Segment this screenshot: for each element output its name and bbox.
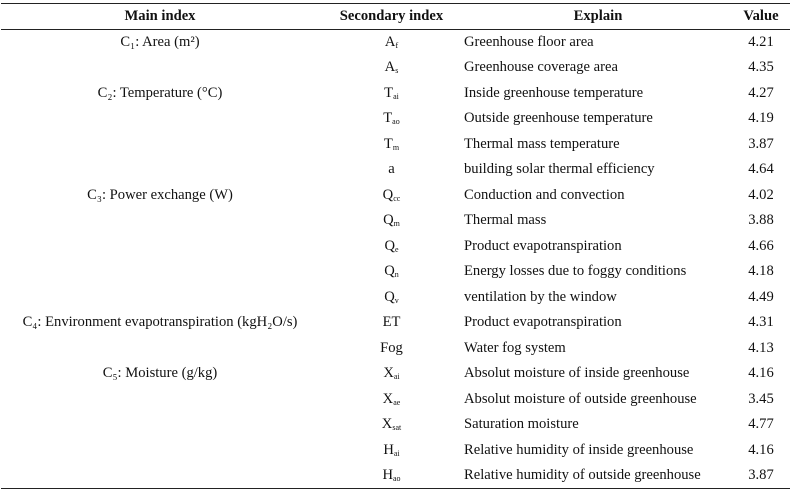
value-cell: 4.02	[748, 186, 774, 203]
value-cell: 4.16	[748, 441, 774, 458]
explain-cell: building solar thermal efficiency	[464, 161, 655, 178]
secondary-index-symbol: Q	[382, 186, 394, 203]
header-secondary-index: Secondary index	[319, 4, 464, 30]
explain-cell: Saturation moisture	[464, 416, 579, 433]
secondary-index-symbol: T	[383, 135, 393, 152]
explain-cell: Inside greenhouse temperature	[464, 84, 644, 101]
table-row	[1, 106, 790, 132]
main-index-cell	[1, 336, 319, 362]
value-cell: 4.13	[748, 339, 774, 356]
value-cell: 4.21	[748, 34, 774, 50]
secondary-index-cell	[319, 55, 464, 81]
explain-cell: Conduction and convection	[464, 186, 625, 203]
secondary-index-subscript: s	[395, 66, 399, 76]
table-body	[1, 30, 790, 489]
table-header	[1, 4, 790, 30]
secondary-index-symbol: Q	[384, 237, 395, 254]
secondary-index-symbol: a	[388, 161, 395, 178]
explain-cell: ventilation by the window	[464, 288, 617, 305]
value-cell: 4.27	[748, 84, 774, 101]
value-cell: 3.88	[748, 212, 774, 229]
secondary-index-cell	[319, 234, 464, 260]
main-index-cell	[1, 157, 319, 183]
secondary-index-subscript: n	[394, 270, 399, 280]
explain-cell: Relative humidity of outside greenhouse	[464, 463, 732, 489]
main-index-cell: C₄: Environment evapotranspiration (kgH₂O/s)	[22, 314, 298, 331]
value-cell: 3.87	[732, 463, 790, 489]
header-main-index: Main index	[1, 4, 319, 30]
secondary-index-symbol: H	[382, 467, 393, 483]
secondary-index-symbol: X	[383, 365, 394, 382]
main-index-cell	[1, 234, 319, 260]
table-row	[1, 259, 790, 285]
secondary-index-subscript: ai	[393, 91, 399, 101]
secondary-index-cell	[319, 157, 464, 183]
explain-cell: Greenhouse coverage area	[464, 59, 618, 76]
table-row	[1, 157, 790, 183]
explain-cell: Thermal mass temperature	[464, 135, 620, 152]
table-row	[1, 81, 790, 107]
table-row	[1, 285, 790, 311]
table-row	[1, 412, 790, 438]
header-value: Value	[732, 4, 790, 30]
secondary-index-symbol: Fog	[380, 339, 403, 356]
secondary-index-subscript: cc	[393, 193, 401, 203]
secondary-index-subscript: ai	[393, 372, 400, 382]
secondary-index-subscript: ai	[393, 448, 400, 458]
table-row	[1, 208, 790, 234]
table-row	[1, 463, 790, 489]
main-index-cell: C₁: Area (m²)	[120, 34, 200, 50]
secondary-index-cell	[319, 285, 464, 311]
secondary-index-subscript: m	[392, 142, 400, 152]
value-cell: 4.19	[748, 110, 774, 127]
main-index-cell	[1, 463, 319, 489]
value-cell: 4.18	[748, 263, 774, 280]
secondary-index-cell	[319, 438, 464, 464]
table-row	[1, 234, 790, 260]
secondary-index-cell	[319, 412, 464, 438]
explain-cell: Energy losses due to foggy conditions	[464, 263, 687, 280]
value-cell: 4.31	[748, 314, 774, 331]
main-index-cell: C₅: Moisture (g/kg)	[102, 365, 218, 382]
explain-cell: Greenhouse floor area	[464, 34, 594, 50]
secondary-index-subscript: ao	[392, 474, 401, 483]
main-index-cell	[1, 438, 319, 464]
secondary-index-cell	[319, 259, 464, 285]
value-cell: 4.66	[748, 237, 774, 254]
table-row	[1, 183, 790, 209]
secondary-index-symbol: A	[384, 59, 396, 76]
secondary-index-symbol: Q	[384, 288, 395, 305]
secondary-index-symbol: H	[383, 441, 394, 458]
secondary-index-symbol: A	[384, 34, 396, 50]
main-index-cell	[1, 412, 319, 438]
main-index-cell	[1, 208, 319, 234]
secondary-index-symbol: T	[384, 84, 394, 101]
secondary-index-subscript: e	[394, 244, 399, 254]
table-row	[1, 310, 790, 336]
value-cell: 4.64	[748, 161, 774, 178]
main-index-cell	[1, 55, 319, 81]
main-index-cell	[1, 387, 319, 413]
header-explain: Explain	[464, 4, 732, 30]
secondary-index-symbol: Q	[383, 212, 394, 229]
explain-cell: Absolut moisture of inside greenhouse	[464, 365, 690, 382]
explain-cell: Relative humidity of inside greenhouse	[464, 441, 694, 458]
value-cell: 4.77	[748, 416, 774, 433]
main-index-cell: C₂: Temperature (°C)	[97, 84, 223, 101]
value-cell: 3.45	[748, 390, 774, 407]
table-row	[1, 30, 790, 56]
secondary-index-cell	[319, 106, 464, 132]
secondary-index-symbol: X	[381, 416, 393, 433]
secondary-index-symbol: T	[383, 110, 393, 127]
secondary-index-cell	[319, 361, 464, 387]
secondary-index-subscript: m	[393, 219, 400, 229]
value-cell: 3.87	[748, 135, 774, 152]
table-row	[1, 336, 790, 362]
secondary-index-cell	[319, 183, 464, 209]
value-cell: 4.35	[748, 59, 774, 76]
secondary-index-cell	[319, 81, 464, 107]
table-row	[1, 55, 790, 81]
secondary-index-subscript: ao	[392, 117, 400, 127]
value-cell: 4.49	[748, 288, 774, 305]
main-index-cell	[1, 285, 319, 311]
secondary-index-symbol: Q	[384, 263, 395, 280]
value-cell: 4.16	[748, 365, 774, 382]
secondary-index-cell	[319, 132, 464, 158]
table-row	[1, 438, 790, 464]
main-index-cell: C₃: Power exchange (W)	[87, 186, 233, 203]
table-row	[1, 132, 790, 158]
secondary-index-symbol: X	[382, 390, 394, 407]
secondary-index-subscript: ae	[393, 397, 401, 407]
index-table	[1, 3, 790, 489]
secondary-index-cell	[319, 463, 464, 489]
explain-cell: Product evapotranspiration	[464, 314, 622, 331]
explain-cell: Outside greenhouse temperature	[464, 110, 653, 127]
secondary-index-cell	[319, 336, 464, 362]
explain-cell: Water fog system	[464, 339, 566, 356]
secondary-index-cell	[319, 387, 464, 413]
table-row	[1, 361, 790, 387]
secondary-index-subscript: sat	[392, 423, 402, 433]
secondary-index-cell	[319, 208, 464, 234]
explain-cell: Absolut moisture of outside greenhouse	[464, 390, 697, 407]
secondary-index-cell	[319, 30, 464, 56]
main-index-cell	[1, 106, 319, 132]
secondary-index-symbol: ET	[382, 314, 401, 331]
main-index-cell	[1, 132, 319, 158]
secondary-index-subscript: f	[395, 41, 399, 50]
explain-cell: Thermal mass	[464, 212, 547, 229]
secondary-index-cell	[319, 310, 464, 336]
header-row	[1, 4, 790, 30]
table-row	[1, 387, 790, 413]
main-index-cell	[1, 259, 319, 285]
secondary-index-subscript: v	[394, 295, 399, 305]
explain-cell: Product evapotranspiration	[464, 237, 622, 254]
